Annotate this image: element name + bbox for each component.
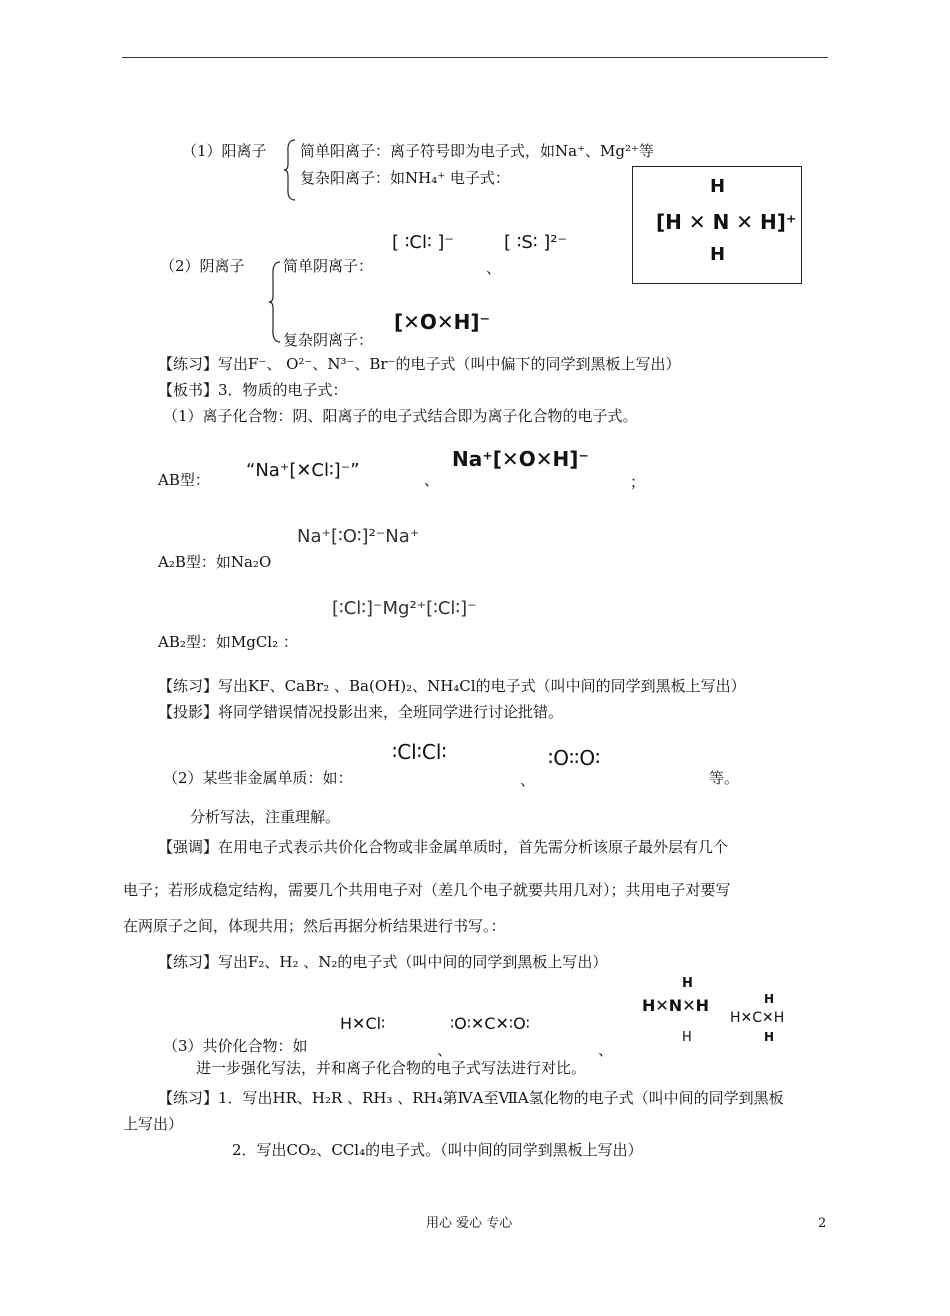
nh4-h-bottom: H xyxy=(710,244,726,265)
oh-minus-formula: [✕O✕H]⁻ xyxy=(394,310,491,334)
o2-formula: ∶O∶∶O∶ xyxy=(548,746,601,770)
practice-4a: 【练习】1．写出HR、H₂R 、RH₃ 、RH₄第ⅣA至ⅦA氢化物的电子式（叫中间的同学到黑板 xyxy=(158,1089,784,1107)
practice-1: 【练习】写出F⁻、 O²⁻、N³⁻、Br⁻的电子式（叫中偏下的同学到黑板上写出） xyxy=(158,355,681,373)
practice-2: 【练习】写出KF、CaBr₂ 、Ba(OH)₂、NH₄Cl的电子式（叫中间的同学到黑板上写出） xyxy=(158,677,746,695)
anion-complex: 复杂阴离子： xyxy=(283,331,374,349)
nacl-formula: “Na⁺[✕Cl∶]⁻” xyxy=(246,460,360,481)
nh3-formula: H✕N✕H xyxy=(642,996,709,1015)
covalent-sep-2: 、 xyxy=(598,1041,614,1059)
s-2minus-formula: [ ∶S∶ ]²⁻ xyxy=(504,232,567,253)
ch4-h-bottom: H xyxy=(764,1030,775,1044)
covalent-sep-1: 、 xyxy=(437,1041,453,1059)
ab-end: ； xyxy=(630,473,646,491)
mgcl2-formula: [∶Cl∶]⁻Mg²⁺[∶Cl∶]⁻ xyxy=(332,598,477,619)
co2-formula: ∶O∶✕C✕∶O∶ xyxy=(450,1014,530,1033)
emphasis-2: 电子；若形成稳定结构，需要几个共用电子对（差几个电子就要共用几对）；共用电子对要写 xyxy=(123,881,731,899)
a2b-label: A₂B型：如Na₂O xyxy=(158,553,272,571)
anion-brace xyxy=(268,260,282,344)
cation-simple: 简单阳离子：离子符号即为电子式，如Na⁺、Mg²⁺等 xyxy=(300,142,654,160)
nh4-formula: [H ✕ N ✕ H]⁺ xyxy=(656,210,797,234)
cation-brace xyxy=(283,138,297,202)
nonmetal-sep: 、 xyxy=(520,771,536,789)
ionic-compound: （1）离子化合物：阴、阳离子的电子式结合即为离子化合物的电子式。 xyxy=(163,407,638,425)
ab2-label: AB₂型：如MgCl₂ ： xyxy=(158,633,298,651)
nh3-h-bottom: H xyxy=(682,1030,692,1045)
nonmetal-line: （2）某些非金属单质：如： xyxy=(163,769,353,787)
further: 进一步强化写法，并和离子化合物的电子式写法进行对比。 xyxy=(196,1059,587,1077)
cl2-formula: ∶Cl∶Cl∶ xyxy=(392,740,447,764)
nonmetal-end: 等。 xyxy=(709,769,740,787)
naoh-formula: Na⁺[✕O✕H]⁻ xyxy=(452,447,589,471)
projection: 【投影】将同学错误情况投影出来，全班同学进行讨论批错。 xyxy=(158,703,564,721)
ch4-formula: H✕C✕H xyxy=(730,1010,785,1026)
ab-label: AB型： xyxy=(158,471,210,489)
ch4-h-top: H xyxy=(764,992,775,1006)
practice-3: 【练习】写出F₂、H₂ 、N₂的电子式（叫中间的同学到黑板上写出） xyxy=(158,953,608,971)
cl-minus-formula: [ ∶Cl∶ ]⁻ xyxy=(392,232,454,253)
emphasis-1: 【强调】在用电子式表示共价化合物或非金属单质时，首先需分析该原子最外层有几个 xyxy=(158,838,729,856)
cation-label: （1）阳离子 xyxy=(182,142,267,160)
analyze: 分析写法，注重理解。 xyxy=(190,808,341,826)
hcl-formula: H✕Cl∶ xyxy=(340,1014,386,1033)
page-number: 2 xyxy=(818,1216,827,1231)
na2o-formula: Na⁺[∶O∶]²⁻Na⁺ xyxy=(297,526,420,547)
footer-center: 用心 爱心 专心 xyxy=(426,1216,513,1231)
practice-5: 2．写出CO₂、CCl₄的电子式。（叫中间的同学到黑板上写出） xyxy=(232,1141,643,1159)
anion-simple: 简单阴离子： xyxy=(283,257,374,275)
nh3-h-top: H xyxy=(682,976,693,991)
cation-complex: 复杂阳离子：如NH₄⁺ 电子式： xyxy=(300,169,510,187)
ab-sep: 、 xyxy=(424,471,440,489)
anion-sep: 、 xyxy=(486,259,502,277)
emphasis-3: 在两原子之间，体现共用；然后再据分析结果进行书写。： xyxy=(123,917,506,935)
board-3: 【板书】3．物质的电子式： xyxy=(158,381,348,399)
covalent-line: （3）共价化合物：如 xyxy=(163,1037,308,1055)
practice-4b: 上写出） xyxy=(123,1115,184,1133)
header-rule xyxy=(122,57,828,58)
anion-label: （2）阴离子 xyxy=(160,257,245,275)
nh4-h-top: H xyxy=(710,176,726,197)
